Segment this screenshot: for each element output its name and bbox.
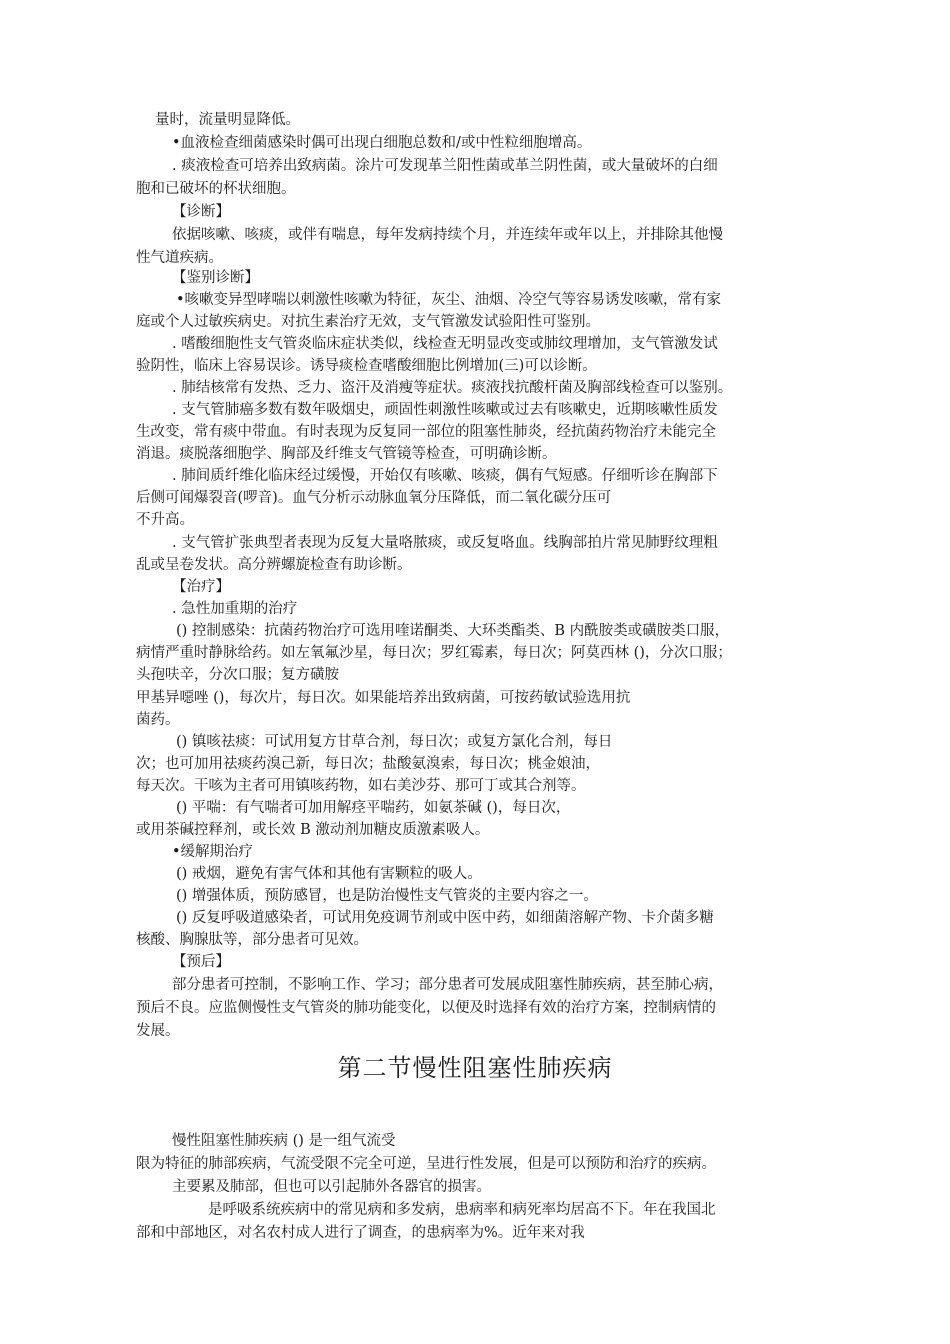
text-line: 慢性阻塞性肺疾病 () 是一组气流受 bbox=[172, 1133, 396, 1149]
text-line: 生改变，常有痰中带血。有时表现为反复同一部位的阻塞性肺炎，经抗菌药物治疗未能完全 bbox=[136, 424, 716, 440]
text-line: •缓解期治疗 bbox=[172, 844, 254, 860]
text-line: 头孢呋辛，分次口服；复方磺胺 bbox=[136, 667, 339, 683]
text-line: 主要累及肺部，但也可以引起肺外各器官的损害。 bbox=[172, 1179, 491, 1195]
section-heading: 【预后】 bbox=[172, 954, 230, 970]
text-line: 部和中部地区，对名农村成人进行了调查，的患病率为%。近年来对我 bbox=[136, 1225, 585, 1241]
text-line: . 急性加重期的治疗 bbox=[172, 601, 298, 617]
text-line: 次；也可加用祛痰药溴己新，每日次；盐酸氨溴索，每日次；桃金娘油， bbox=[136, 756, 600, 772]
text-line: 不升高。 bbox=[136, 512, 194, 528]
text-line: . 肺间质纤维化临床经过缓慢，开始仅有咳嗽、咳痰，偶有气短感。仔细听诊在胸部下 bbox=[172, 468, 718, 484]
text-line: 乱或呈卷发状。高分辨螺旋检查有助诊断。 bbox=[136, 557, 412, 573]
text-line: . 痰液检查可培养出致病菌。涂片可发现革兰阳性菌或革兰阴性菌，或大量破坏的白细 bbox=[172, 158, 718, 174]
text-line: () 平喘：有气喘者可加用解痉平喘药，如氨茶碱 ()，每日次， bbox=[176, 800, 571, 816]
text-line: 部分患者可控制，不影响工作、学习；部分患者可发展成阻塞性肺疾病，甚至肺心病， bbox=[172, 977, 723, 993]
text-line: 甲基异噁唑 ()，每次片，每日次。如果能培养出致病菌，可按药敏试验选用抗 bbox=[136, 690, 631, 706]
text-line: . 嗜酸细胞性支气管炎临床症状类似，线检查无明显改变或肺纹理增加，支气管激发试 bbox=[172, 336, 718, 352]
text-line: •血液检查细菌感染时偶可出现白细胞总数和/或中性粒细胞增高。 bbox=[172, 135, 592, 151]
text-line: 预后不良。应监侧慢性支气管炎的肺功能变化，以便及时选择有效的治疗方案，控制病情的 bbox=[136, 1000, 716, 1016]
text-line: 量时，流量明显降低。 bbox=[155, 112, 300, 128]
text-line: . 支气管扩张典型者表现为反复大量咯脓痰，或反复咯血。线胸部拍片常见肺野纹理粗 bbox=[172, 535, 718, 551]
section-heading: 【治疗】 bbox=[172, 579, 230, 595]
text-line: () 戒烟，避免有害气体和其他有害颗粒的吸人。 bbox=[176, 866, 482, 882]
text-line: 验阴性，临床上容易误诊。诱导痰检查嗜酸细胞比例增加(三)可以诊断。 bbox=[136, 358, 597, 374]
text-line: 或用茶碱控释剂，或长效 B 激动剂加糖皮质激素吸人。 bbox=[136, 822, 490, 838]
text-line: 胞和已破坏的杯状细胞。 bbox=[136, 181, 296, 197]
text-line: . 肺结核常有发热、乏力、盗汗及消瘦等症状。痰液找抗酸杆菌及胸部线检查可以鉴别。 bbox=[172, 380, 733, 396]
text-line: 限为特征的肺部疾病，气流受限不完全可逆，呈进行性发展，但是可以预防和治疗的疾病。 bbox=[136, 1156, 716, 1172]
text-line: () 反复呼吸道感染者，可试用免疫调节剂或中医中药，如细菌溶解产物、卡介菌多糖 bbox=[176, 910, 714, 926]
text-line: () 控制感染：抗菌药物治疗可选用喹诺酮类、大环类酯类、B 内酰胺类或磺胺类口服， bbox=[176, 623, 730, 639]
text-line: 依据咳嗽、咳痰，或伴有喘息，每年发病持续个月，并连续年或年以上，并排除其他慢 bbox=[172, 227, 723, 243]
text-line: 消退。痰脱落细胞学、胸部及纤维支气管镜等检查，可明确诊断。 bbox=[136, 446, 557, 462]
text-line: 后侧可闻爆裂音(啰音)。血气分析示动脉血氧分压降低，而二氧化碳分压可 bbox=[136, 490, 612, 506]
text-line: 庭或个人过敏疾病史。对抗生素治疗无效，支气管激发试验阳性可鉴别。 bbox=[136, 314, 600, 330]
text-line: 病情严重时静脉给药。如左氧氟沙星，每日次；罗红霉素，每日次；阿莫西林 ()，分次口服； bbox=[136, 645, 732, 661]
text-line: 每天次。干咳为主者可用镇咳药物，如右美沙芬、那可丁或其合剂等。 bbox=[136, 778, 586, 794]
text-line: •咳嗽变异型哮喘以刺激性咳嗽为特征，灰尘、油烟、冷空气等容易诱发咳嗽，常有家 bbox=[176, 292, 722, 308]
text-line: 性气道疾病。 bbox=[136, 250, 223, 266]
text-line: 菌药。 bbox=[136, 712, 180, 728]
section-heading: 【诊断】 bbox=[172, 204, 230, 220]
section-title: 第二节慢性阻塞性肺疾病 bbox=[337, 1054, 613, 1082]
text-line: 是呼吸系统疾病中的常见病和多发病，患病率和病死率均居高不下。年在我国北 bbox=[208, 1202, 716, 1218]
text-line: () 镇咳祛痰：可试用复方甘草合剂，每日次；或复方氯化合剂，每日 bbox=[176, 734, 613, 750]
text-line: . 支气管肺癌多数有数年吸烟史，顽固性刺激性咳嗽或过去有咳嗽史，近期咳嗽性质发 bbox=[172, 402, 718, 418]
text-line: 发展。 bbox=[136, 1023, 180, 1039]
text-line: 核酸、胸腺肽等，部分患者可见效。 bbox=[136, 932, 368, 948]
text-line: () 增强体质，预防感冒，也是防治慢性支气管炎的主要内容之一。 bbox=[176, 888, 598, 904]
section-heading: 【鉴别诊断】 bbox=[172, 270, 259, 286]
